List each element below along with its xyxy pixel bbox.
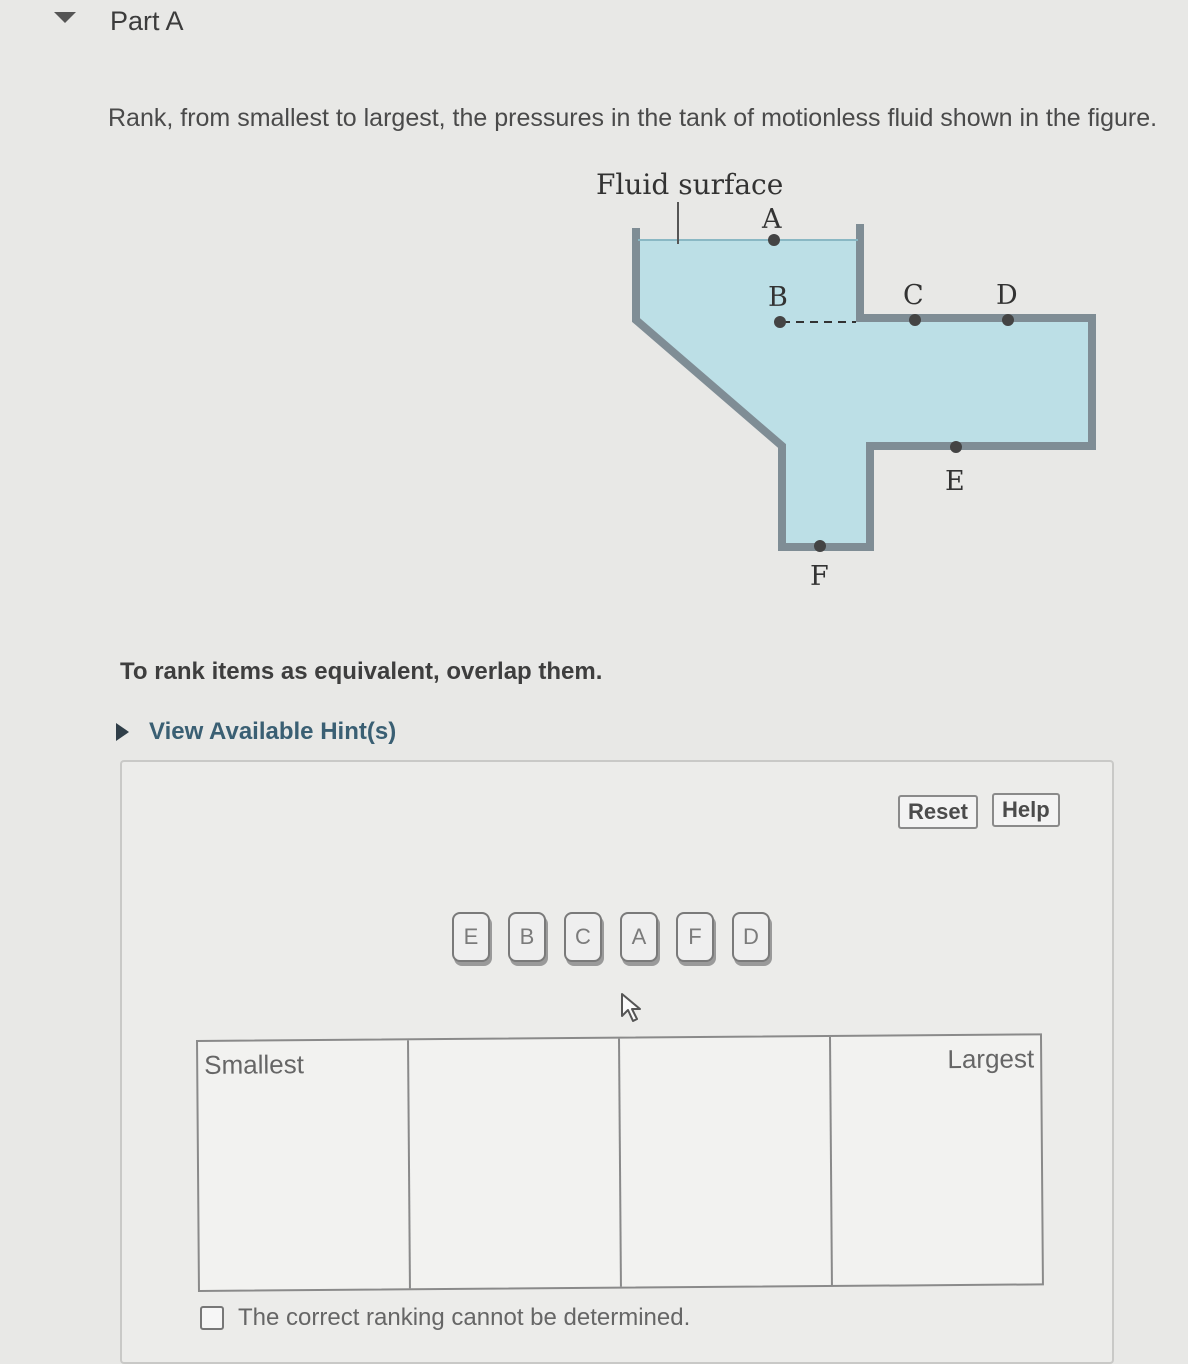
point-d-dot (1002, 314, 1014, 326)
ranking-dropzone[interactable] (196, 1033, 1044, 1292)
question-text: Rank, from smallest to largest, the pressures in the tank of motionless fluid shown in the figure. (108, 104, 1158, 132)
tile-a[interactable]: A (620, 912, 658, 962)
cannot-determine-label: The correct ranking cannot be determined. (238, 1304, 691, 1331)
reset-button[interactable]: Reset (898, 795, 978, 829)
tile-d[interactable]: D (732, 912, 770, 962)
expand-arrow-icon (116, 723, 129, 741)
tile-b[interactable]: B (508, 912, 546, 962)
part-collapse-icon[interactable] (54, 12, 76, 23)
view-hints-link[interactable] (116, 718, 396, 746)
point-c-dot (909, 314, 921, 326)
fluid-surface-label: Fluid surface (596, 168, 784, 201)
tile-c[interactable]: C (564, 912, 602, 962)
point-e-label: E (945, 466, 965, 497)
hints-label: View Available Hint(s) (149, 718, 397, 745)
largest-label: Largest (947, 1043, 1035, 1075)
tile-f[interactable]: F (676, 912, 714, 962)
point-d-label: D (996, 280, 1018, 311)
rank-slot[interactable] (831, 1035, 1042, 1285)
mouse-cursor-icon (620, 992, 642, 1024)
tank-figure (590, 160, 1110, 600)
cannot-determine-option[interactable] (200, 1304, 690, 1332)
tile-e[interactable]: E (452, 912, 490, 962)
point-b-label: B (768, 282, 788, 313)
point-c-label: C (903, 280, 924, 311)
draggable-tiles (452, 912, 770, 962)
point-e-dot (950, 441, 962, 453)
part-title: Part A (110, 6, 184, 36)
point-f-label: F (810, 561, 829, 592)
rank-slot[interactable] (198, 1040, 411, 1290)
point-b-dot (774, 316, 786, 328)
ranking-instruction: To rank items as equivalent, overlap them. (120, 658, 603, 685)
smallest-label: Smallest (204, 1049, 305, 1080)
help-button[interactable]: Help (992, 793, 1060, 827)
point-a-label: A (762, 204, 782, 235)
rank-slot[interactable] (620, 1037, 833, 1287)
cannot-determine-checkbox[interactable] (200, 1306, 224, 1330)
rank-slot[interactable] (409, 1039, 622, 1289)
point-f-dot (814, 540, 826, 552)
point-a-dot (768, 234, 780, 246)
